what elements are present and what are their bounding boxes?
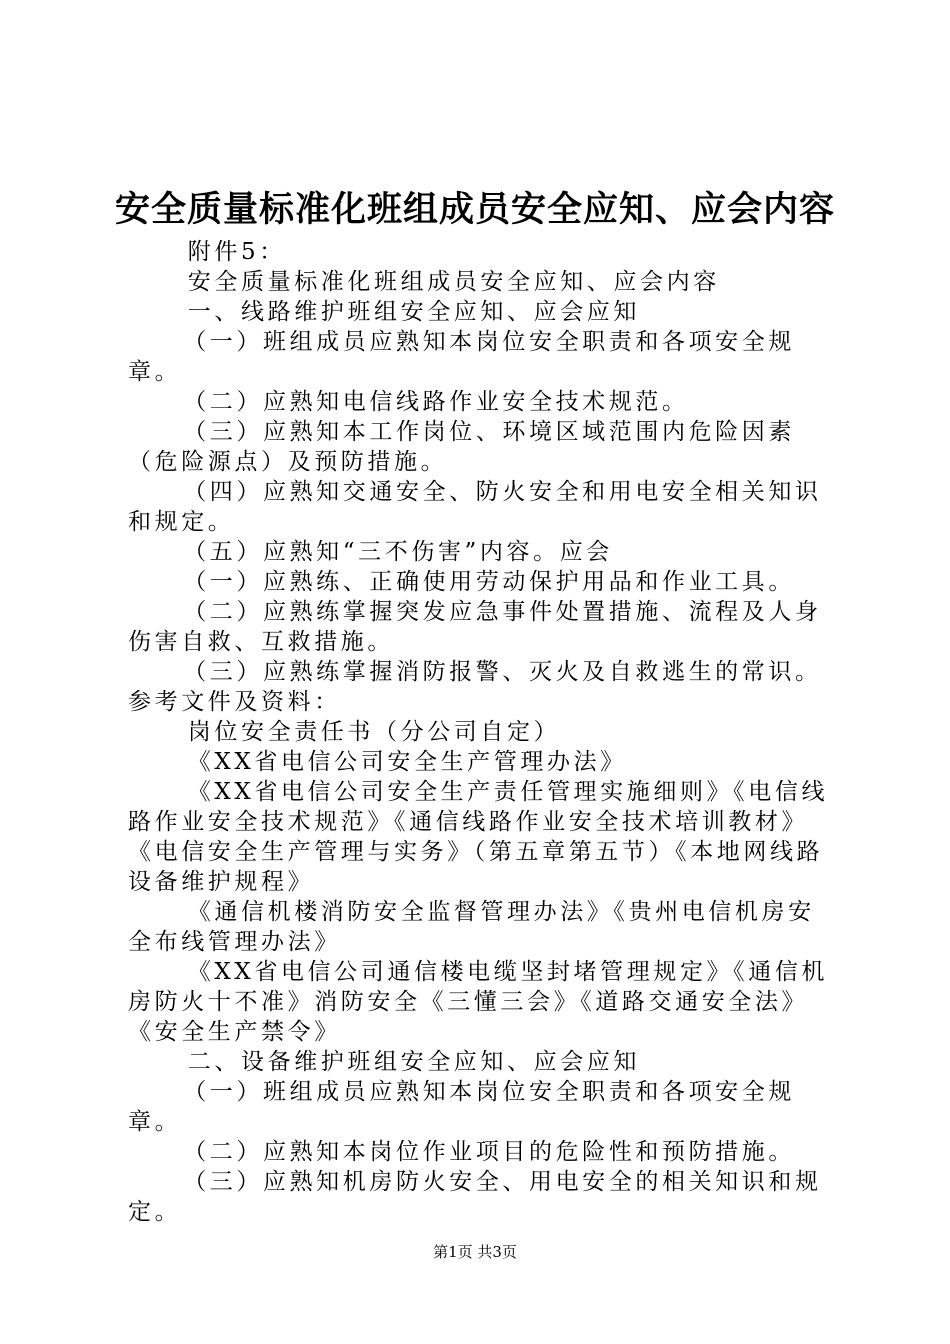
reference-item: 《XX省电信公司通信楼电缆坚封堵管理规定》《通信机房防火十不准》消防安全《三懂三会》《道路交通安全法》《安全生产禁令》 (128, 959, 829, 1045)
list-item: （一）班组成员应熟知本岗位安全职责和各项安全规章。 (128, 1079, 795, 1135)
list-item: （三）应熟练掌握消防报警、灭火及自救逃生的常识。参考文件及资料： (128, 659, 822, 715)
list-item: （二）应熟知电信线路作业安全技术规范。 (183, 389, 689, 415)
list-item: （三）应熟知本工作岗位、环境区域范围内危险因素（危险源点）及预防措施。 (128, 419, 795, 475)
reference-item: 《XX省电信公司安全生产责任管理实施细则》《电信线路作业安全技术规范》《通信线路作业安全技术培训教材》《电信安全生产管理与实务》（第五章第五节）《本地网线路设备维护规程》 (128, 779, 829, 895)
reference-item: 岗位安全责任书（分公司自定） (187, 719, 561, 745)
list-item: （二）应熟练掌握突发应急事件处置措施、流程及人身伤害自救、互救措施。 (128, 599, 822, 655)
paragraph: 安全质量标准化班组成员安全应知、应会内容 (187, 269, 720, 295)
reference-item: 《XX省电信公司安全生产管理办法》 (187, 749, 627, 775)
list-item: （二）应熟知本岗位作业项目的危险性和预防措施。 (183, 1139, 795, 1165)
list-item: （一）班组成员应熟知本岗位安全职责和各项安全规章。 (128, 329, 795, 385)
reference-item: 《通信机楼消防安全监督管理办法》《贵州电信机房安全布线管理办法》 (128, 899, 815, 955)
document-title: 安全质量标准化班组成员安全应知、应会内容 (114, 190, 835, 230)
list-item: （四）应熟知交通安全、防火安全和用电安全相关知识和规定。 (128, 479, 822, 535)
list-item: （五）应熟知“三不伤害”内容。应会 (183, 539, 613, 565)
page-footer: 第1页 共3页 (433, 1243, 517, 1261)
list-item: （一）应熟练、正确使用劳动保护用品和作业工具。 (183, 569, 795, 595)
list-item: （三）应熟知机房防火安全、用电安全的相关知识和规定。 (128, 1169, 822, 1225)
section-heading: 二、设备维护班组安全应知、应会应知 (187, 1049, 640, 1075)
paragraph: 附件5： (187, 239, 286, 265)
document-body (128, 237, 838, 1227)
section-heading: 一、线路维护班组安全应知、应会应知 (187, 299, 640, 325)
